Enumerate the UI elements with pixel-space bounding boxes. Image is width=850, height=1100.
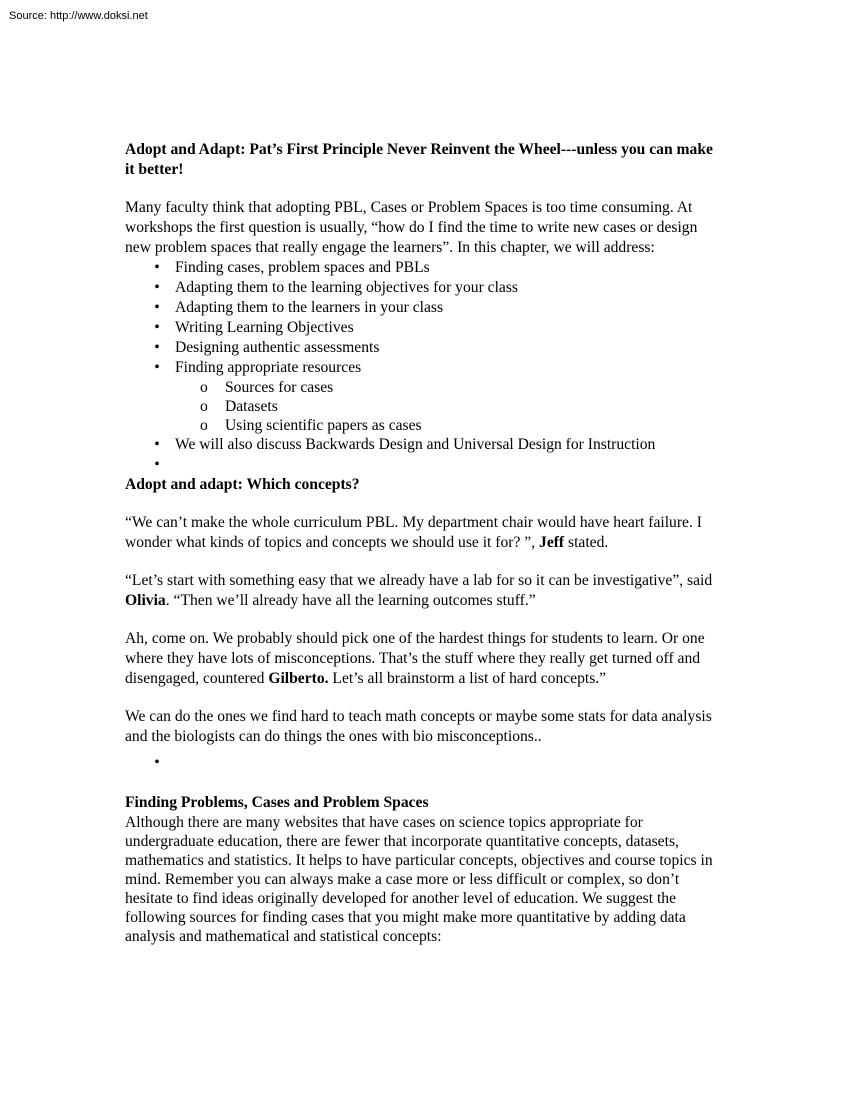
bullet-icon: • <box>154 456 160 473</box>
list-item <box>125 338 725 358</box>
dialogue-text: “We can’t make the whole curriculum PBL. My department chair would have heart failure. I wonder what kinds of topics and concepts we should use it for? ”, <box>125 514 702 551</box>
spacer <box>125 495 725 513</box>
bullet-icon: • <box>154 754 160 771</box>
intro-paragraph: Many faculty think that adopting PBL, Cases or Problem Spaces is too time consuming. At workshops the first question is usually, “how do I find the time to write new cases or design new problem spaces that really engage the learners”. In this chapter, we will address: <box>125 199 698 256</box>
spacer <box>125 611 725 629</box>
dialogue-paragraph-olivia <box>125 571 725 611</box>
bullet-icon: • <box>154 339 160 356</box>
speaker-name: Jeff <box>539 534 565 551</box>
list-item-text: Adapting them to the learners in your class <box>175 299 444 316</box>
dialogue-text: “Let’s start with something easy that we already have a lab for so it can be investigative”, said <box>125 572 713 589</box>
list-item <box>125 358 725 378</box>
empty-list-item <box>125 753 725 773</box>
spacer <box>125 773 725 793</box>
source-line: Source: http://www.doksi.net <box>9 10 148 22</box>
sub-list-item-text: Datasets <box>225 398 278 415</box>
resource-sublist <box>125 378 725 435</box>
sub-list-item <box>125 416 725 435</box>
dialogue-paragraph-gilberto <box>125 629 725 689</box>
bullet-icon: • <box>154 359 160 376</box>
list-item-text: Writing Learning Objectives <box>175 319 354 336</box>
sub-list-item-text: Sources for cases <box>225 379 334 396</box>
dialogue-text: . “Then we’ll already have all the learning outcomes stuff.” <box>165 592 536 609</box>
document-title: Adopt and Adapt: Pat’s First Principle Never Reinvent the Wheel---unless you can make it better! <box>125 141 713 178</box>
sub-list-item <box>125 378 725 397</box>
section-heading-finding: Finding Problems, Cases and Problem Spaces <box>125 794 429 811</box>
section-heading-concepts: Adopt and adapt: Which concepts? <box>125 476 360 493</box>
list-item-text: Finding appropriate resources <box>175 359 362 376</box>
circle-bullet-icon: o <box>200 379 208 396</box>
spacer <box>125 553 725 571</box>
list-item <box>125 318 725 338</box>
bullet-icon: • <box>154 319 160 336</box>
dialogue-text: stated. <box>564 534 609 551</box>
bullet-icon: • <box>154 259 160 276</box>
bullet-icon: • <box>154 436 160 453</box>
list-item <box>125 258 725 278</box>
empty-bullet-list <box>125 753 725 773</box>
dialogue-text: Ah, come on. We probably should pick one of the hardest things for students to learn. Or one where they have lots of misconceptions. That’s the stuff where they really get turned off and disengaged, countered <box>125 630 705 687</box>
list-item-text: Designing authentic assessments <box>175 339 380 356</box>
topic-list <box>125 258 725 378</box>
list-item-text: Finding cases, problem spaces and PBLs <box>175 259 430 276</box>
list-item <box>125 298 725 318</box>
sub-list-item <box>125 397 725 416</box>
speaker-name: Olivia <box>125 592 166 609</box>
list-item <box>125 278 725 298</box>
spacer <box>125 689 725 707</box>
list-item-text: Adapting them to the learning objectives for your class <box>175 279 518 296</box>
document-body <box>125 140 725 946</box>
empty-list-item <box>125 455 725 475</box>
dialogue-text: Let’s all brainstorm a list of hard concepts.” <box>328 670 607 687</box>
list-item-text: We will also discuss Backwards Design and Universal Design for Instruction <box>175 436 656 453</box>
topic-list-continued <box>125 435 725 475</box>
closing-paragraph: We can do the ones we find hard to teach math concepts or maybe some stats for data analysis and the biologists can do things the ones with bio misconceptions.. <box>125 708 712 745</box>
list-item <box>125 435 725 455</box>
circle-bullet-icon: o <box>200 398 208 415</box>
speaker-name: Gilberto. <box>268 670 329 687</box>
circle-bullet-icon: o <box>200 417 208 434</box>
spacer <box>125 180 725 198</box>
dialogue-paragraph-jeff <box>125 513 725 553</box>
bullet-icon: • <box>154 299 160 316</box>
sub-list-item-text: Using scientific papers as cases <box>225 417 422 434</box>
finding-paragraph: Although there are many websites that have cases on science topics appropriate for undergraduate education, there are fewer that incorporate quantitative concepts, datasets, mathematics and statistics. It helps to have particular concepts, objectives and course topics in mind. Remember you can always make a case more or less difficult or complex, so don’t hesitate to find ideas originally developed for another level of education. We suggest the following sources for finding cases that you might make more quantitative by adding data analysis and mathematical and statistical concepts: <box>125 814 713 945</box>
bullet-icon: • <box>154 279 160 296</box>
